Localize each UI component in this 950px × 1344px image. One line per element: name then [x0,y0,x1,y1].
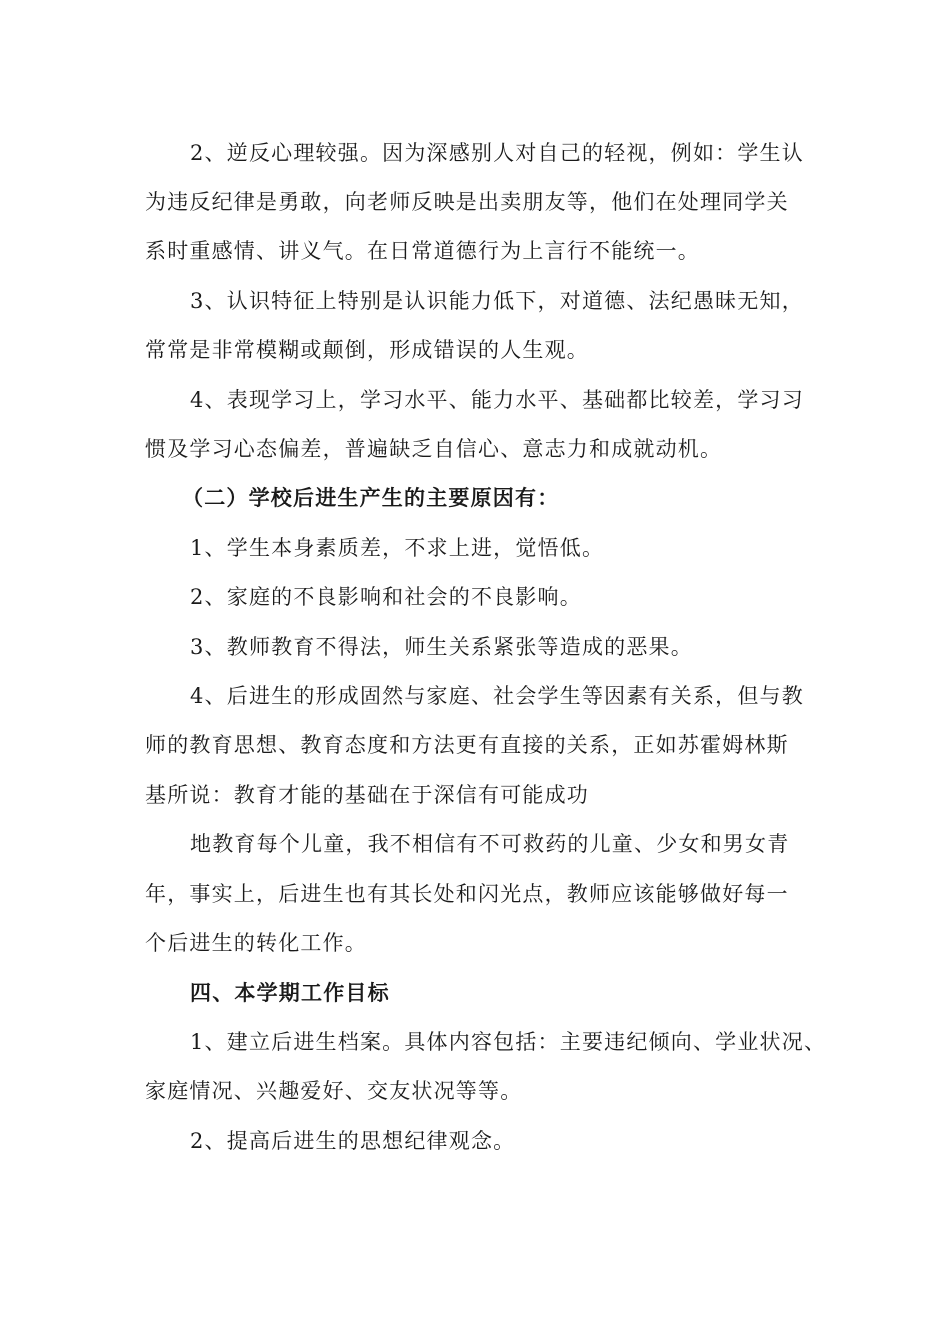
section-heading-goals: 四、本学期工作目标 [190,980,390,1005]
goal-item-1-line-1: 1、建立后进生档案。具体内容包括：主要违纪倾向、学业状况、 [190,1030,827,1054]
goal-item-2: 2、提高后进生的思想纪律观念。 [190,1129,516,1153]
paragraph-3-line-2: 常常是非常模糊或颠倒，形成错误的人生观。 [145,338,589,362]
cause-item-4-line-2: 师的教育思想、教育态度和方法更有直接的关系，正如苏霍姆林斯 [145,733,789,757]
cause-item-4-line-1: 4、后进生的形成固然与家庭、社会学生等因素有关系，但与教 [190,684,804,708]
paragraph-3-line-1: 3、认识特征上特别是认识能力低下，对道德、法纪愚昧无知， [190,289,804,313]
paragraph-2-line-1: 2、逆反心理较强。因为深感别人对自己的轻视，例如：学生认 [190,141,804,165]
section-heading-causes: （二）学校后进生产生的主要原因有： [182,485,560,510]
paragraph-4-line-1: 4、表现学习上，学习水平、能力水平、基础都比较差，学习习 [190,388,804,412]
goal-item-1-line-2: 家庭情况、兴趣爱好、交友状况等等。 [145,1079,523,1103]
quote-paragraph-line-3: 个后进生的转化工作。 [145,931,367,955]
cause-item-2: 2、家庭的不良影响和社会的不良影响。 [190,585,582,609]
paragraph-2-line-2: 为违反纪律是勇敢，向老师反映是出卖朋友等，他们在处理同学关 [145,190,789,214]
quote-paragraph-line-1: 地教育每个儿童，我不相信有不可救药的儿童、少女和男女青 [190,832,790,856]
cause-item-3: 3、教师教育不得法，师生关系紧张等造成的恶果。 [190,635,693,659]
quote-paragraph-line-2: 年，事实上，后进生也有其长处和闪光点，教师应该能够做好每一 [145,882,789,906]
cause-item-4-line-3: 基所说：教育才能的基础在于深信有可能成功 [145,783,589,807]
paragraph-4-line-2: 惯及学习心态偏差，普遍缺乏自信心、意志力和成就动机。 [145,437,723,461]
paragraph-2-line-3: 系时重感情、讲义气。在日常道德行为上言行不能统一。 [145,239,700,263]
cause-item-1: 1、学生本身素质差，不求上进，觉悟低。 [190,536,605,560]
